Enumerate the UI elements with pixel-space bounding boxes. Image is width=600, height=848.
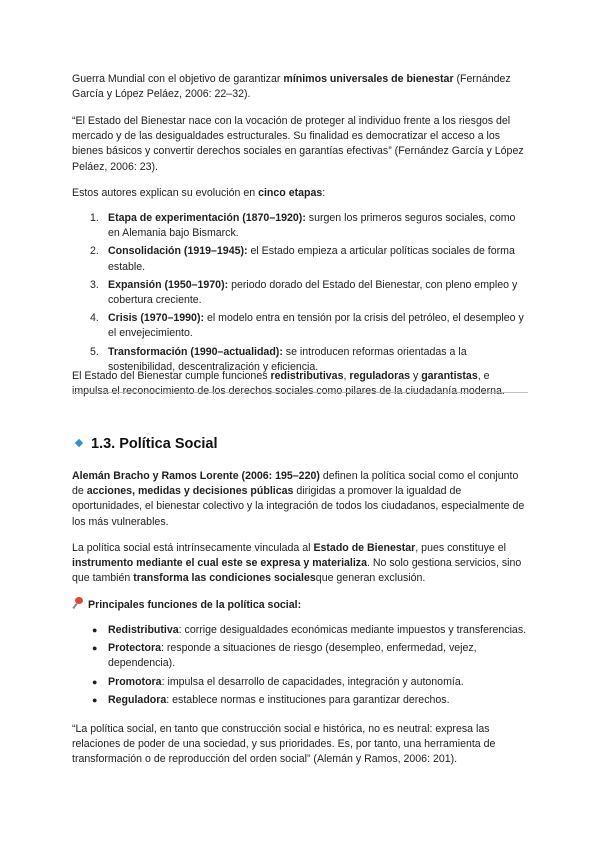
functions-list <box>72 623 528 708</box>
section-heading: 1.3. Política Social <box>72 434 218 454</box>
diamond-icon <box>75 439 83 447</box>
definition-paragraph: Alemán Bracho y Ramos Lorente (2006: 195–220) definen la política social como el conjunto de acciones, medidas y decisiones públicas dirigidas a promover la igualdad de oportunidades, el bienestar colectivo y la integración de todos los ciudadanos, especialmente de los más vulnerables. <box>72 470 525 528</box>
quote-politica-social: “La política social, en tanto que construcción social e histórica, no es neutral: expresa las relaciones de poder de una sociedad, y sus prioridades. Es, por tanto, una herramienta de transformación o de reproducción del orden social” (Alemán y Ramos, 2006: 201). <box>72 723 496 766</box>
bullet-icon: ● <box>92 676 98 687</box>
stage-item: 3. Expansión (1950–1970): periodo dorado del Estado del Bienestar, con pleno empleo y cobertura creciente. <box>90 278 518 307</box>
function-item: ● Redistributiva: corrige desigualdades económicas mediante impuestos y transferencias. <box>72 623 528 638</box>
section-divider <box>72 392 528 393</box>
link-paragraph: La política social está intrínsecamente vinculada al Estado de Bienestar, pues constituye el instrumento mediante el cual este se expresa y materializa. No solo gestiona servicios, sino que también transforma las condiciones socialesque generan exclusión. <box>72 542 522 585</box>
stages-intro: Estos autores explican su evolución en cinco etapas: <box>72 187 326 199</box>
bullet-icon: ● <box>92 625 98 635</box>
stage-item: 4. Crisis (1970–1990): el modelo entra en tensión por la crisis del petróleo, el desempleo y el envejecimiento. <box>90 312 524 340</box>
stage-item: 5. Transformación (1990–actualidad): se introducen reformas orientadas a la sostenibilidad, descentralización y eficiencia. <box>90 345 467 373</box>
functions-heading: Principales funciones de la política social: <box>72 597 528 613</box>
stage-item: 1. Etapa de experimentación (1870–1920): surgen los primeros seguros sociales, como en Alemania bajo Bismarck. <box>90 212 516 240</box>
function-item: ● Promotora: impulsa el desarrollo de capacidades, integración y autonomía. <box>72 675 528 690</box>
bullet-icon: ● <box>92 694 98 705</box>
pushpin-icon <box>72 597 84 609</box>
summary-paragraph: El Estado del Bienestar cumple funciones redistributivas, reguladoras y garantistas, e impulsa el reconocimiento de los derechos sociales como pilares de la ciudadanía moderna. <box>72 370 505 398</box>
function-item: ● Reguladora: establece normas e instituciones para garantizar derechos. <box>72 693 528 708</box>
stage-item: 2. Consolidación (1919–1945): el Estado empieza a articular políticas sociales de forma estable. <box>90 245 515 273</box>
intro-paragraph: Guerra Mundial con el objetivo de garantizar mínimos universales de bienestar (Fernández García y López Peláez, 2006: 22–32). <box>72 73 511 101</box>
quote-bienestar: “El Estado del Bienestar nace con la vocación de proteger al individuo frente a los riesgos del mercado y de las desigualdades estructurales. Su finalidad es democratizar el acceso a los bienes básicos y convertir derechos sociales en garantías efectivas” (Fernández García y López Peláez, 2006: 23). <box>72 115 524 173</box>
stages-list <box>72 211 528 375</box>
function-item: ● Protectora: responde a situaciones de riesgo (desempleo, enfermedad, vejez, dependencia). <box>92 642 477 670</box>
bullet-icon: ● <box>92 643 98 654</box>
